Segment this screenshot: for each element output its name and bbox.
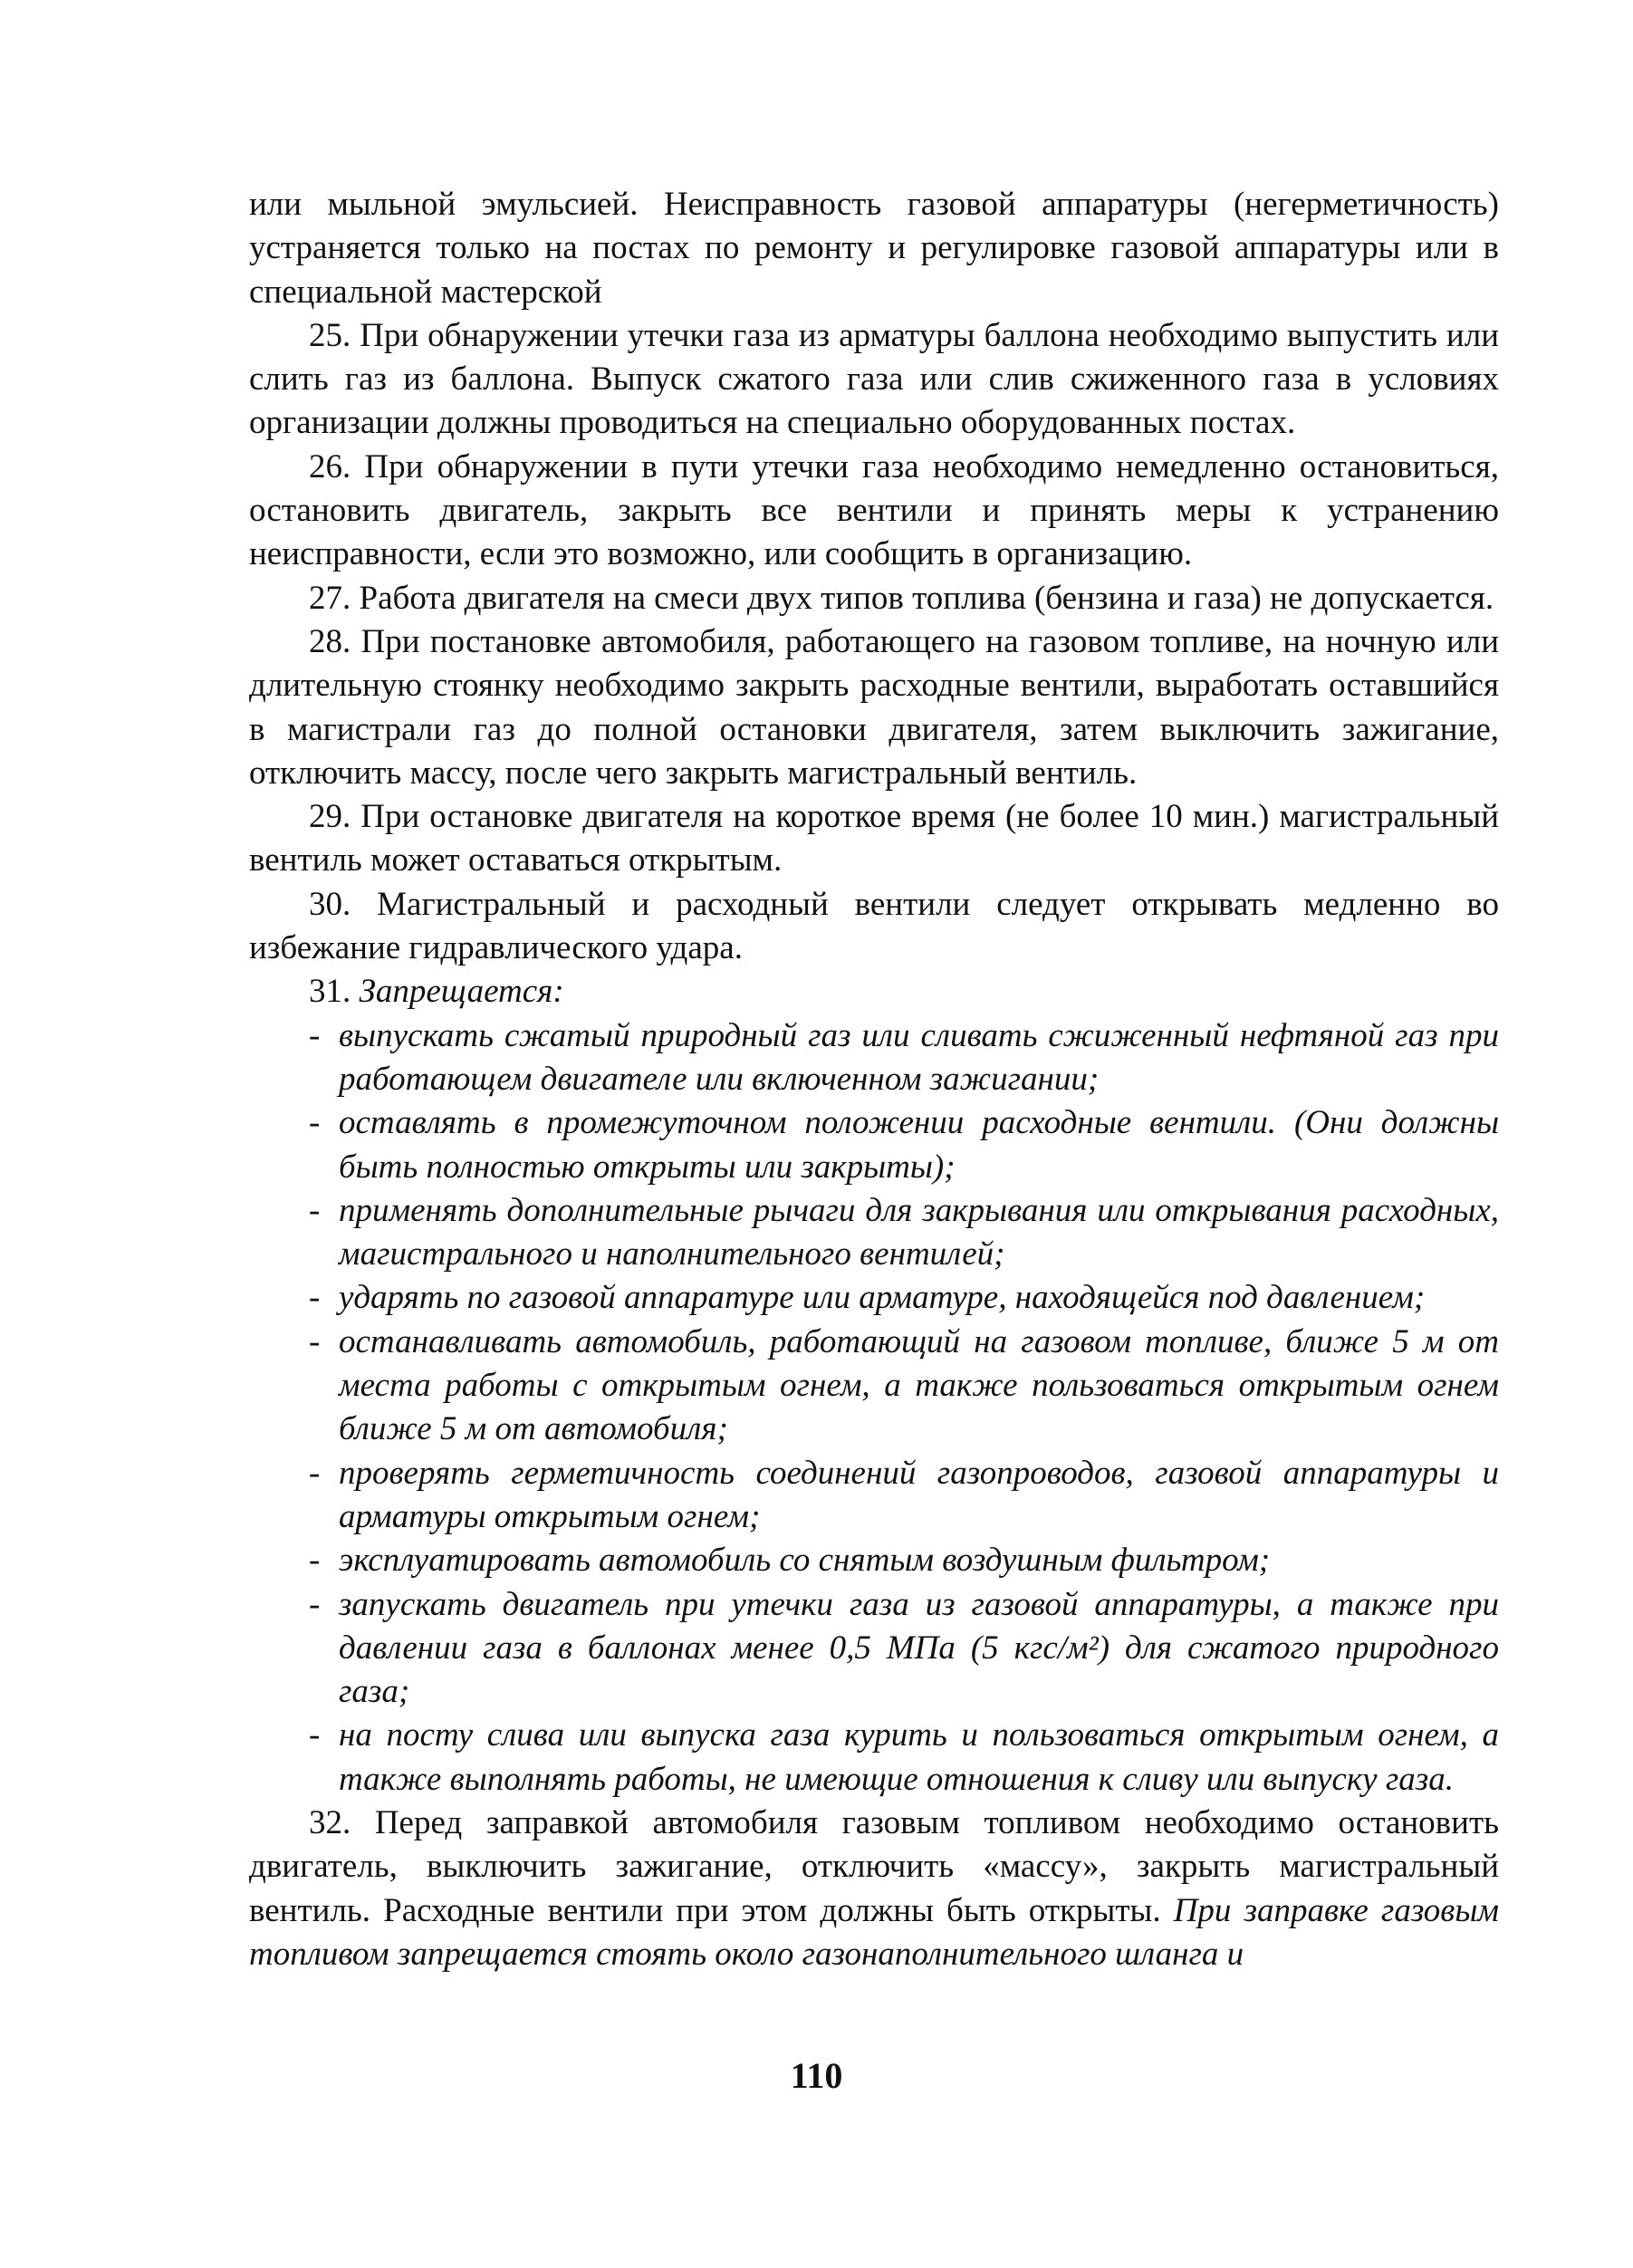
list-dash: - bbox=[309, 1542, 321, 1580]
paragraph-30: 30. Магистральный и расходный вентили следует открывать медленно во избежание гидравлического удара. bbox=[249, 885, 1499, 967]
prohibition-item bbox=[249, 1101, 1499, 1189]
list-dash: - bbox=[309, 1454, 321, 1492]
paragraph-32-italic: При заправке газовым топливом запрещается стоять около газонаполнительного шланга и bbox=[249, 1891, 1500, 1973]
paragraph-29: 29. При остановке двигателя на короткое время (не более 10 мин.) магистральный вентиль может оставаться открытым. bbox=[249, 798, 1499, 879]
list-dash: - bbox=[309, 1585, 321, 1623]
list-dash: - bbox=[309, 1104, 321, 1142]
prohibition-text: ударять по газовой аппаратуре или арматуре, находящейся под давлением; bbox=[339, 1279, 1426, 1317]
prohibition-item bbox=[249, 1539, 1499, 1582]
prohibition-item bbox=[249, 1276, 1499, 1320]
prohibition-text: применять дополнительные рычаги для закрывания или открывания расходных, магистрального и наполнительного вентилей; bbox=[339, 1191, 1499, 1273]
page-text bbox=[249, 183, 1499, 1976]
prohibition-text: запускать двигатель при утечки газа из газовой аппаратуры, а также при давлении газа в баллонах менее 0,5 МПа (5 кгс/м²) для сжатого природного газа; bbox=[339, 1585, 1499, 1711]
prohibition-text: выпускать сжатый природный газ или сливать сжиженный нефтяной газ при работающем двигателе или включенном зажигании; bbox=[339, 1016, 1499, 1098]
prohibition-item bbox=[249, 1189, 1499, 1277]
prohibition-item bbox=[249, 1321, 1499, 1452]
prohibition-text: останавливать автомобиль, работающий на газовом топливе, ближе 5 м от места работы с открытым огнем, а также пользоваться открытым огнем ближе 5 м от автомобиля; bbox=[339, 1322, 1499, 1448]
prohibition-item bbox=[249, 1014, 1499, 1102]
paragraph-24-end: или мыльной эмульсией. Неисправность газовой аппаратуры (негерметичность) устраняется только на постах по ремонту и регулировке газовой аппаратуры или в специальной мастерской bbox=[249, 186, 1499, 311]
prohibition-text: проверять герметичность соединений газопроводов, газовой аппаратуры и арматуры открытым огнем; bbox=[339, 1454, 1499, 1535]
prohibition-text: эксплуатировать автомобиль со снятым воздушным фильтром; bbox=[339, 1542, 1271, 1580]
list-dash: - bbox=[309, 1279, 321, 1317]
prohibited-label: Запрещается: bbox=[359, 973, 564, 1011]
list-dash: - bbox=[309, 1191, 321, 1229]
paragraph-32 bbox=[249, 1802, 1499, 1976]
list-dash: - bbox=[309, 1322, 321, 1360]
paragraph-26: 26. При обнаружении в пути утечки газа необходимо немедленно остановиться, остановить двигатель, закрыть все вентили и принять меры к устранению неисправности, если это возможно, или сообщить в организацию. bbox=[249, 447, 1499, 573]
page-number: 110 bbox=[790, 2055, 843, 2096]
paragraph-25: 25. При обнаружении утечки газа из арматуры баллона необходимо выпустить или слить газ из баллона. Выпуск сжатого газа или слив сжиженного газа в условиях организации должны проводиться на специально оборудованных постах. bbox=[249, 316, 1499, 442]
paragraph-31-heading bbox=[249, 970, 1499, 1014]
paragraph-31-number: 31. bbox=[309, 973, 351, 1011]
paragraph-28: 28. При постановке автомобиля, работающего на газовом топливе, на ночную или длительную стоянку необходимо закрыть расходные вентили, выработать оставшийся в магистрали газ до полной остановки двигателя, затем выключить зажигание, отключить массу, после чего закрыть магистральный вентиль. bbox=[249, 622, 1499, 792]
prohibitions-list bbox=[249, 1014, 1499, 1802]
paragraph-27: 27. Работа двигателя на смеси двух типов топлива (бензина и газа) не допускается. bbox=[309, 579, 1494, 617]
list-dash: - bbox=[309, 1716, 321, 1754]
prohibition-text: на посту слива или выпуска газа курить и пользоваться открытым огнем, а также выполнять работы, не имеющие отношения к сливу или выпуску газа. bbox=[339, 1716, 1499, 1798]
prohibition-text: оставлять в промежуточном положении расходные вентили. (Они должны быть полностью открыты или закрыты); bbox=[339, 1104, 1499, 1186]
prohibition-item bbox=[249, 1452, 1499, 1540]
prohibition-item bbox=[249, 1714, 1499, 1802]
paragraph-32-text: 32. Перед заправкой автомобиля газовым топливом необходимо остановить двигатель, выключить зажигание, отключить «массу», закрыть магистральный вентиль. Расходные вентили при этом должны быть открыты. bbox=[249, 1803, 1499, 1929]
list-dash: - bbox=[309, 1016, 321, 1054]
prohibition-item bbox=[249, 1583, 1499, 1715]
